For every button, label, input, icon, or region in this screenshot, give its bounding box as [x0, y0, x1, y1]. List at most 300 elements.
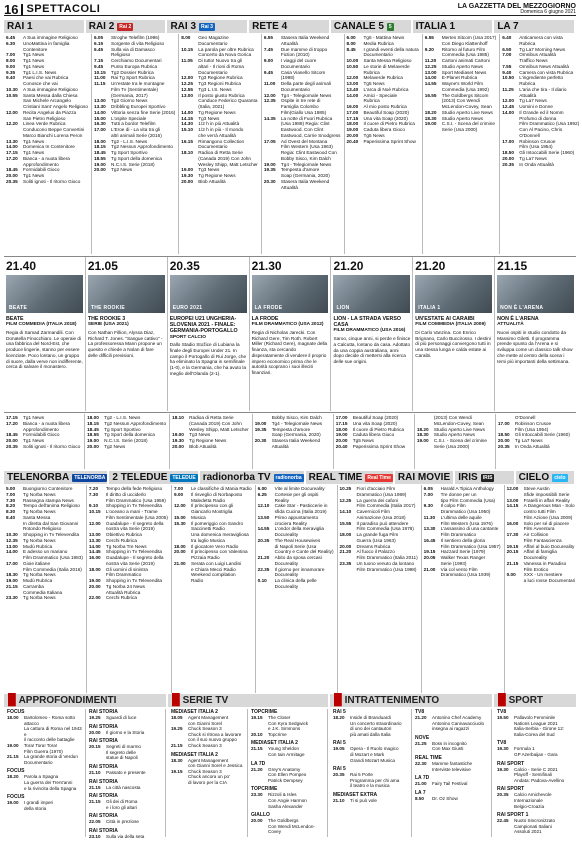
highlight-genre: FILM DRAMMATICO (USA 2016) — [333, 328, 406, 334]
listing-title: Con Ellen Pompeo — [268, 772, 307, 778]
program-title: San Michele Arcangelo — [23, 98, 71, 104]
program-title: Domenica In Contenitore — [23, 144, 75, 150]
listing-title: Fairy Tail Festival — [432, 781, 468, 787]
listing-channel: RAI STORIA — [89, 793, 118, 800]
program-title: Steve Austin — [523, 486, 550, 491]
program-row — [6, 444, 81, 450]
listing-title: Opera - Il Ruolo magico — [350, 746, 399, 752]
program-time: 19.35 — [263, 167, 276, 173]
highlight-genre: ATTUALITÀ — [497, 322, 524, 328]
program-title: Wesley Shipp, Matt Letscher — [198, 161, 258, 167]
program-row — [255, 444, 330, 450]
program-title: Famiglia Colombo — [280, 104, 319, 109]
highlight-title: UN'ESTATE AI CARAIBI — [415, 316, 475, 322]
program-title: Documentario — [363, 52, 393, 58]
listing-time — [251, 752, 268, 758]
program-time: 19.00 — [416, 438, 429, 443]
program-time: 13.00 — [181, 92, 194, 98]
program-title: altari - Il rioni di Roma — [198, 63, 244, 69]
program-title: Fiori d'acciaio Film — [356, 486, 396, 491]
listing-channel: RAI STORIA — [89, 778, 118, 785]
program-time: 6.30 — [6, 40, 16, 46]
program-time: 11.05 — [181, 58, 193, 63]
program-time: 13.30 — [423, 526, 436, 532]
listing-title: Italia-Serbia - Girone 12: — [514, 726, 565, 732]
program-time: 10.30 — [6, 532, 18, 537]
program-title: Vanessa in Paradiso — [523, 560, 567, 566]
program-title: Animazione (Usa 2018) — [356, 514, 406, 520]
program-title: Tg Regione News — [198, 173, 236, 178]
program-time: 17.30 — [506, 532, 519, 537]
highlight-image-caption: LA FRODE — [254, 305, 283, 311]
program-title: Cristiani Sant' Angelo Religioso — [23, 104, 88, 109]
program-title: Due mamme di troppo — [280, 46, 328, 52]
program-time: 21.00 — [423, 566, 436, 572]
listing-time — [251, 804, 268, 810]
program-title: di Napoli Serie (Usa — [274, 543, 317, 549]
program-title: Tempo dell'anima Religioso — [23, 503, 80, 509]
program-time: 18.10 — [172, 415, 184, 420]
program-title: Cavernicoli Film — [356, 509, 390, 514]
program-time: 18.00 — [88, 566, 101, 572]
listing-channel: GIALLO — [251, 812, 270, 819]
program-time: 10.30 — [6, 86, 18, 92]
program-time: 17.00 — [497, 420, 510, 426]
channel-header — [494, 20, 576, 33]
listing-time — [415, 767, 432, 773]
program-time: 11.00 — [263, 81, 276, 86]
program-title: Tg3 News — [198, 167, 220, 173]
listing-title: con il suo nuovo gruppo — [188, 737, 237, 743]
highlight-image — [252, 275, 329, 313]
program-title: Tg2 Dossier Rubrica — [111, 69, 154, 75]
program-title: Tempesta d'amore — [280, 167, 320, 173]
program-title: Rubrica — [363, 69, 380, 75]
program-title: Tg1 News — [23, 52, 45, 58]
listing-time: 20.10 — [251, 731, 263, 737]
highlight-description: Regia di Nicholas Jarecki. Con Richard Gere, Tim Roth. Robert Miller (Richard Gere), magnate della finanza, sta cercando disperatamente di vendere il proprio impero economico prima che le autorità scoprano i suoi illeciti finanziari. — [251, 329, 328, 376]
program-title: Docureality — [274, 583, 299, 589]
listing-time: 18.00 — [7, 715, 19, 720]
listing-time: 20.00 — [89, 729, 101, 735]
program-time: 7.30 — [6, 497, 16, 503]
listing-time: 19.05 — [333, 746, 345, 752]
channel-header — [331, 20, 413, 33]
listing-channel: RAI STORIA — [89, 827, 118, 834]
program-title: Il principesso con Valentina — [190, 549, 248, 555]
program-time: 18.10 — [181, 150, 194, 155]
program-time: 18.00 — [346, 121, 359, 127]
program-row — [174, 578, 252, 584]
program-title: Commedia Italiana — [23, 589, 63, 595]
listing-channel: LA 7 — [415, 789, 426, 796]
listing-time — [171, 780, 188, 786]
program-time: 10.50 — [502, 75, 514, 81]
channel-name: RAI MOVIE — [397, 472, 451, 483]
channel-logo: cielo — [554, 475, 566, 481]
program-time: 21.15 — [6, 583, 18, 589]
program-title: Rubrica — [363, 98, 380, 104]
program-title: Tg Sport della domenica — [111, 155, 162, 161]
program-title: Drammatico (Usa 1950) — [440, 509, 491, 514]
channel-name: TELENORBA — [7, 472, 70, 483]
listing-time: 21.15 — [171, 742, 183, 748]
program-time — [340, 567, 357, 573]
program-title: Stasera Italia Weekend — [280, 35, 330, 40]
program-title: Air Collision — [523, 532, 549, 537]
program-row — [424, 572, 501, 578]
listing-time: 22.05 — [89, 819, 101, 825]
schedule-column — [423, 34, 500, 254]
listing-block — [7, 794, 82, 811]
program-title: Film Drammatico (Usa 1998) — [356, 566, 417, 572]
listing-channel: RAI 5 — [333, 709, 346, 715]
listing-item — [333, 732, 408, 738]
program-title: (Germania, 2017) — [111, 92, 148, 98]
listing-item — [415, 726, 488, 732]
program-title: A Sua immagine Religioso — [23, 86, 78, 92]
program-title: Tempesta d'amore — [271, 426, 311, 432]
highlight-image — [6, 275, 83, 313]
program-time: 15.00 — [173, 514, 186, 520]
listing-title: Sasha Alexander — [268, 803, 303, 809]
listing-title: Un concerto straordinario — [350, 720, 402, 726]
program-time: 20.35 — [257, 537, 270, 543]
program-title: Robinson Crusoe — [519, 138, 556, 144]
highlight-time: 21.30 — [251, 259, 282, 273]
program-title: Sorgente di vita Religioso — [111, 40, 165, 46]
program-time: 21.20 — [339, 549, 352, 555]
program-time: 10.25 — [339, 486, 352, 491]
program-row — [264, 185, 341, 191]
program-title: Radioa di Retta Serie — [189, 415, 234, 420]
program-time: 14.45 — [88, 549, 101, 555]
program-title: Wayne's World Film — [441, 81, 484, 86]
program-title: Shopping in Tv Televendita — [23, 532, 80, 537]
program-title: Drammatico (Usa 1939) — [440, 572, 491, 578]
program-time: 20.35 — [497, 443, 510, 449]
program-title: Tg Sport Sportivo — [111, 150, 148, 155]
program-title: Il pomeriggio con Sandro — [190, 520, 244, 526]
program-time — [174, 578, 191, 584]
program-title: Documentario — [198, 40, 228, 46]
program-time: 6.15 — [94, 40, 104, 46]
program-time: 14.00 — [94, 109, 106, 115]
listing-item — [171, 743, 244, 749]
program-title: C.S.I. - Scena del crimine — [441, 121, 495, 127]
program-title: Film Commedia (Italia 2017) — [356, 503, 416, 509]
program-time: 14.15 — [506, 503, 519, 509]
listing-block — [251, 786, 324, 809]
listing-title: Dr. Oz Show — [432, 795, 458, 801]
highlight-card — [495, 257, 576, 411]
program-title: Tg Norba News — [23, 595, 56, 601]
program-time: 11.00 — [94, 75, 106, 81]
program-title: Tg Norba News — [23, 537, 56, 543]
program-time: 18.45 — [94, 150, 106, 155]
program-time: 7.45 — [263, 46, 273, 52]
program-title: Concerto da Nova Gorica — [198, 52, 252, 58]
program-title: Film Western (Usa 1963) — [280, 144, 333, 150]
program-title: Film Western (Usa 1976) — [440, 520, 493, 526]
program-title: Il risveglio di Norbaposto — [190, 491, 243, 497]
listing-channel: RAI 5 — [333, 740, 346, 747]
listing-item — [7, 786, 82, 792]
listing-item — [415, 781, 488, 787]
listing-block — [89, 709, 162, 721]
listing-channel: RAI SPORT — [497, 786, 525, 793]
schedule-column — [262, 34, 345, 254]
prime-time-highlights — [4, 257, 576, 411]
listing-title: Agent Management — [188, 715, 229, 720]
program-title: Soliti ignoti - Il ritorno Gioco — [23, 178, 81, 184]
program-time: 16.30 — [94, 121, 106, 127]
listing-time: 21.00 — [415, 781, 427, 787]
program-row — [94, 167, 175, 173]
listing-channel: REAL TIME — [415, 754, 442, 761]
program-title: Il sentiero della gloria — [440, 537, 485, 543]
program-title: L'ospite Speciale — [111, 115, 147, 121]
channel-header — [395, 471, 455, 484]
program-title: Il paradiso può attendere — [356, 520, 409, 526]
highlight-description: Regia di Samad Zarmandili. Con Donatella Finocchiaro. Le operaie di una fabbrica del Nord-Est, che produce lingerie, stanno per essere licenziate. Poco lontano, un gruppo di suore, dalla verve non indifferente, cerca di salvare il monastero. — [6, 329, 83, 370]
program-title: Stroghe Telefilm (1996) — [111, 35, 160, 40]
channel-name: RAI 3 — [170, 21, 196, 32]
program-time: 9.45 — [263, 69, 273, 75]
program-title: UnoMattina in famiglia — [23, 40, 70, 46]
program-time: 9.10 — [88, 503, 99, 509]
program-time: 5.00 — [6, 486, 16, 491]
program-time: 17.15 — [335, 420, 348, 426]
program-time: 19.00 — [94, 161, 106, 167]
program-title: Tg Sport Sportivo — [104, 426, 141, 432]
program-time: 12.45 — [502, 104, 514, 109]
program-title: Tg La7 News — [514, 438, 543, 443]
listing-item — [497, 732, 573, 738]
listing-time — [7, 760, 24, 766]
program-title: Blob Attualità — [189, 443, 217, 449]
program-title: Regia: Clint Eastwood Con — [280, 150, 337, 155]
listing-title: di uno dei cantautori — [350, 726, 392, 732]
program-title: Cartoni animati Cartoni — [441, 58, 490, 63]
program-title: Geo Magazine — [198, 35, 229, 40]
program-time: 19.30 — [172, 438, 184, 443]
highlight-image-caption: EURO 2021 — [172, 305, 203, 311]
program-row — [181, 179, 258, 185]
listing-channel: TV8 — [415, 709, 425, 715]
program-title: Musica — [190, 514, 206, 520]
listing-title: Programma per chi ama — [350, 777, 400, 783]
program-title: Tg Norba 24 News — [105, 583, 146, 589]
program-title: Bobby Sisco, Kim Dalch — [271, 415, 322, 420]
listing-time — [497, 804, 514, 810]
program-title: Il Grande ed il Nomm — [519, 109, 564, 115]
listing-block — [89, 813, 162, 825]
listing-channel: TOPCRIME — [251, 786, 278, 793]
listing-block — [497, 709, 573, 737]
highlight-genre: FILM COMMEDIA (ITALIA 2009) — [415, 322, 486, 328]
program-title: Tg2 - L.I.S. News — [111, 138, 148, 144]
program-title: Tg La7 News — [519, 98, 547, 104]
program-time: 13.00 — [346, 81, 359, 86]
program-time: 11.20 — [424, 58, 437, 63]
listing-title: Chuck ancora un po' — [188, 774, 230, 780]
listing-item — [415, 767, 488, 773]
listing-time: 21.15 — [251, 746, 263, 752]
listing-block — [7, 768, 82, 791]
listing-title: Con Angie Harmon — [268, 797, 307, 803]
listing-title: e la rivincita della Spagna — [24, 785, 77, 791]
listing-channel: MEDIASET ITALIA 2 — [171, 709, 218, 715]
intrattenimento-col-1 — [330, 709, 412, 837]
program-time: 8.30 — [6, 509, 16, 514]
highlight-image-caption: ITALIA 1 — [418, 305, 441, 311]
channel-name: RAI 1 — [7, 21, 33, 32]
program-title: Beautiful Soap (2020) — [352, 415, 399, 420]
program-time: 14.00 — [88, 543, 101, 549]
program-title: Rotondo Religioso — [23, 526, 62, 532]
program-title: Paperissima Sprint Show — [363, 138, 416, 144]
listing-title: Bartolomeo - Roma sotto attacco — [24, 715, 77, 726]
program-title: Film Drammatico — [105, 572, 142, 578]
program-title: Tg1 News — [23, 438, 45, 443]
program-time: 9.30 — [423, 503, 433, 509]
program-time: 8.20 — [6, 503, 16, 509]
listing-channel: RAI SPORT — [497, 760, 525, 767]
listing-block — [251, 740, 324, 757]
listing-block — [89, 738, 162, 761]
listing-item — [171, 780, 244, 786]
program-title: Casa Vianello Sitcom — [280, 69, 326, 75]
program-title: Obiettivo Rubrica — [105, 532, 142, 537]
issue-date: Domenica 6 giugno 2021 — [520, 9, 576, 15]
program-time: 14.00 — [346, 92, 359, 98]
program-title: La notte di Fuori Rubrica — [280, 115, 333, 121]
page-header — [4, 3, 576, 16]
program-title: Drammatico (Usa 1989) — [356, 491, 407, 497]
program-title: Di tutto! Nuovo tra gli — [198, 58, 243, 63]
program-title: A Sua immagine Religioso — [23, 35, 78, 40]
channel-logo: IRIS — [482, 475, 493, 481]
listing-item — [251, 824, 324, 835]
listing-block — [333, 766, 408, 789]
listing-block — [171, 709, 244, 749]
program-title: Reality — [274, 497, 289, 503]
program-row — [258, 584, 334, 590]
program-row — [6, 179, 88, 185]
program-time: 7.00 — [6, 491, 16, 497]
program-title: Blob Attualità — [198, 178, 226, 184]
listing-title: Internazionale — [514, 797, 543, 803]
approfondimenti-col-1 — [4, 709, 86, 837]
channel-logo: Rai 2 — [119, 24, 132, 30]
channel-name: RAI 2 — [88, 21, 115, 32]
listing-time: 19.25 — [171, 726, 183, 732]
listing-channel: MEDIASET ITALIA 2 — [251, 740, 298, 747]
program-title: Tg Norba Tre News — [105, 543, 147, 549]
program-title: Soap (Germania, 2020) — [280, 173, 330, 178]
program-title: Cerchi Rubrica — [105, 537, 137, 543]
program-time: 12.00 — [506, 486, 519, 491]
listing-block — [497, 812, 573, 835]
program-time: 6.45 — [94, 46, 104, 52]
program-title: Guerra (Usa 1963) — [356, 537, 396, 543]
program-title: Tg La7 News — [519, 155, 547, 161]
listing-time: 19.50 — [497, 715, 509, 720]
listing-title: Nations League 2021 — [514, 720, 558, 726]
program-row — [507, 578, 576, 584]
program-title: (Italia, 2021) — [198, 104, 225, 109]
program-title: Il posto giusto Rubrica — [198, 92, 245, 98]
program-time: 16.00 — [88, 555, 101, 560]
program-title: a luci rosse Documentari — [523, 578, 576, 583]
listing-item — [89, 715, 162, 721]
highlight-description: Nuovi ospiti in studio condotto da Massimo Giletti. Il programma prende spunto da l'Arena e si sviluppa come un classico talk show che mette al centro della scena i temi più importanti della settimana. — [497, 329, 573, 364]
program-title: C.S.I. - Scena del crimine — [433, 438, 487, 443]
listing-time — [497, 778, 514, 784]
highlight-card — [86, 257, 168, 411]
program-title: Via col vento Film — [440, 566, 478, 572]
program-title: Anticamera con vista — [519, 35, 563, 40]
program-title: Beautiful Soap (2020) — [363, 109, 409, 115]
program-time: 6.50 — [502, 46, 512, 52]
program-title: Santa Messa — [23, 514, 51, 520]
listing-title: Passato e presente — [106, 769, 146, 775]
program-time: 14.00 — [424, 75, 437, 81]
program-time: 19.15 — [506, 543, 519, 549]
listing-title: Assoluti 2021 — [514, 829, 542, 835]
program-time: 7.00 — [502, 52, 512, 58]
program-title: Amici - Speciale — [363, 92, 398, 98]
program-title: altri animali Serie (2016) — [111, 132, 162, 138]
program-time: 7.20 — [88, 486, 99, 491]
newspaper-name: LA GAZZETTA DEL MEZZOGIORNO — [457, 3, 576, 10]
program-title: tipo Film Commedia (Usa) — [440, 497, 496, 503]
highlight-title: LION - LA STRADA VERSO CASA — [333, 316, 402, 329]
channel-header — [4, 20, 86, 33]
listing-item — [89, 785, 162, 791]
program-title: Fratelli in affari Reality — [523, 497, 570, 503]
program-time: 20.00 — [172, 443, 184, 449]
program-title: Tg5 - Mattina News — [363, 35, 405, 40]
program-title: Tg2 Nessun Approfondimento — [104, 420, 167, 426]
program-title: A Dangerous Man - Solo — [523, 503, 575, 509]
listing-time — [333, 758, 350, 764]
program-title: Buongiorno Contenitore — [23, 486, 73, 491]
program-time: 7.00 — [423, 491, 433, 497]
program-title: E-Planet Rubrica — [441, 75, 478, 81]
listing-block — [89, 828, 162, 840]
schedule-column — [256, 485, 338, 693]
program-title: La grande fuga Film — [356, 532, 399, 537]
program-title: Gli uomini di sinistra — [105, 566, 148, 572]
program-time: 10.15 — [94, 69, 106, 75]
channel-header — [413, 20, 495, 33]
program-title: Rassegna stampa News — [23, 497, 74, 503]
program-time: 17.15 — [6, 150, 18, 155]
channel-logo: TELENORBA — [74, 475, 106, 481]
program-time: 20.30 — [254, 438, 267, 443]
program-title: Tg1 L.I.S. News — [23, 69, 57, 75]
program-title: Una domenica meravigliosa — [190, 532, 249, 537]
program-title: Tg4 - Telegiornale News — [280, 161, 332, 167]
program-title: Attualità — [280, 184, 298, 190]
program-time: 19.00 — [87, 438, 99, 443]
program-title: Pizzaia Radio — [190, 555, 220, 560]
program-title: Film Drammatico (Usa 1959) — [105, 497, 166, 503]
header-divider — [21, 4, 23, 15]
highlight-image — [88, 275, 165, 313]
